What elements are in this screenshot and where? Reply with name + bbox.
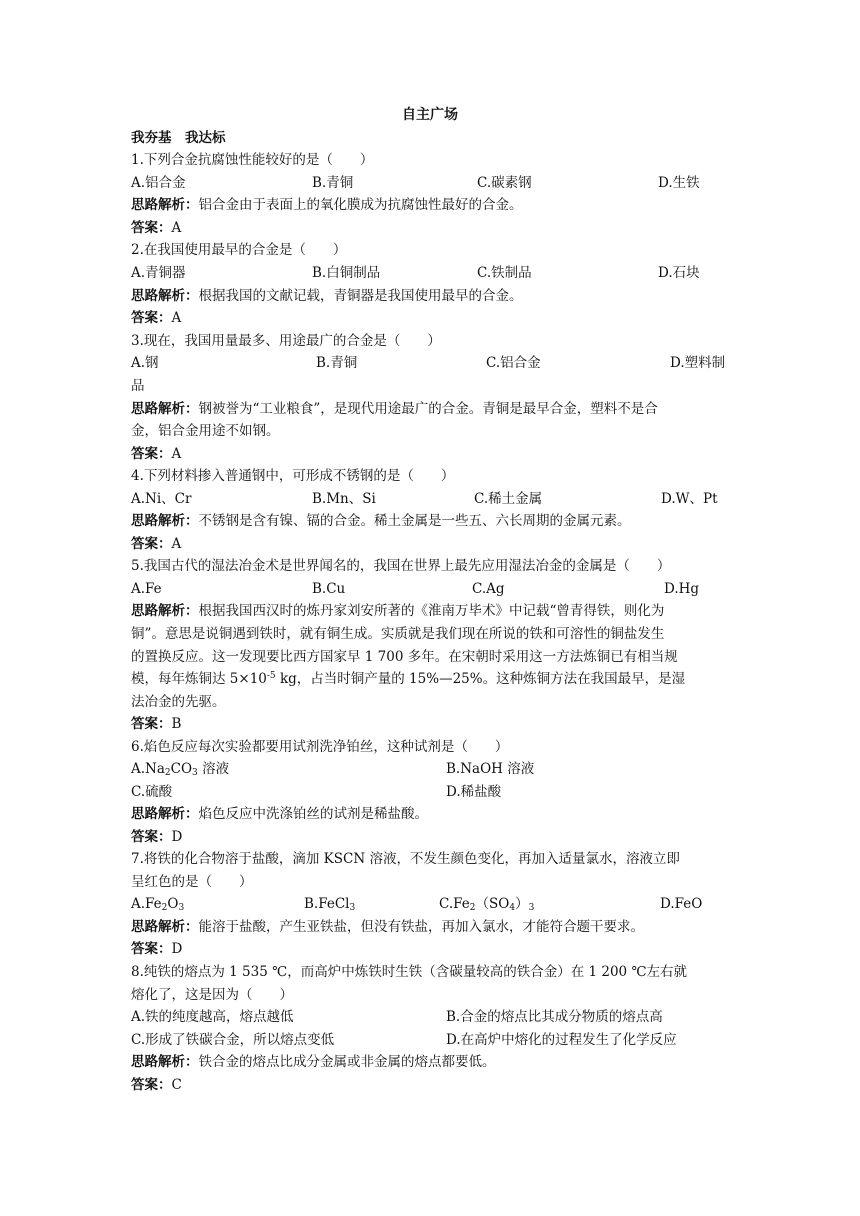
- question-3-option-d-continued: 品: [131, 378, 145, 394]
- question-7-answer: [131, 938, 731, 961]
- question-3-answer: [131, 443, 731, 466]
- option-a: A.Fe: [131, 581, 162, 597]
- answer-label: 答案：: [131, 220, 172, 236]
- option-b: B.白铜制品: [312, 265, 381, 281]
- question-5-analysis: [131, 600, 731, 623]
- analysis-label: 思路解析：: [131, 1054, 199, 1070]
- question-6-analysis: [131, 803, 731, 826]
- answer-label: 答案：: [131, 1077, 172, 1093]
- question-8-stem: 8.纯铁的熔点为 1 535 ℃，而高炉中炼铁时生铁（含碳量较高的铁合金）在 1 200 ℃左右就: [131, 964, 688, 980]
- option-c: C.硫酸: [131, 784, 173, 800]
- section-heading: 我夯基 我达标: [131, 130, 226, 146]
- answer-label: 答案：: [131, 536, 172, 552]
- answer-label: 答案：: [131, 310, 172, 326]
- answer-value: A: [171, 446, 182, 462]
- answer-value: A: [171, 220, 182, 236]
- option-c: C.稀土金属: [474, 491, 543, 507]
- question-1-options: [131, 172, 731, 195]
- question-5-options: [131, 578, 731, 601]
- option-b: B.合金的熔点比其成分物质的熔点高: [446, 1009, 663, 1025]
- question-2-answer: [131, 307, 731, 330]
- question-3-analysis: [131, 398, 731, 421]
- option-d: D.FeO: [660, 896, 703, 912]
- question-5-analysis-cont-1: 铜”。意思是说铜遇到铁时，就有铜生成。实质就是我们现在所说的铁和可溶性的铜盐发生: [131, 626, 665, 642]
- question-8-options-row-1: [131, 1006, 731, 1029]
- analysis-text: 钢被誉为“工业粮食”，是现代用途最广的合金。青铜是最早合金，塑料不是合: [198, 401, 658, 417]
- option-b: B.青铜: [312, 175, 354, 191]
- option-a: A.Ni、Cr: [131, 491, 192, 507]
- question-3-analysis-cont: 金，铝合金用途不如钢。: [131, 423, 280, 439]
- question-8-options-row-2: [131, 1029, 731, 1052]
- option-b: B.Cu: [312, 581, 346, 597]
- question-3-stem: 3.现在，我国用量最多、用途最广的合金是（ ）: [131, 333, 441, 349]
- option-b: B.青铜: [316, 355, 358, 371]
- question-3-options: [131, 352, 731, 375]
- page-title: 自主广场: [402, 107, 458, 123]
- question-8-answer: [131, 1074, 731, 1097]
- answer-value: A: [171, 536, 182, 552]
- option-b: B.Mn、Si: [312, 491, 376, 507]
- analysis-text: 根据我国的文献记载，青铜器是我国使用最早的合金。: [198, 288, 523, 304]
- analysis-label: 思路解析：: [131, 288, 199, 304]
- option-a: $A.Na_2CO_3$ 溶液: [131, 761, 230, 778]
- option-c: C.铝合金: [486, 355, 541, 371]
- analysis-text: 铁合金的熔点比成分金属或非金属的熔点都要低。: [198, 1054, 496, 1070]
- analysis-label: 思路解析：: [131, 401, 199, 417]
- analysis-label: 思路解析：: [131, 919, 199, 935]
- option-a: A.青铜器: [131, 265, 186, 281]
- question-5-analysis-cont-4: 法冶金的先驱。: [131, 694, 226, 710]
- option-c: C.铁制品: [477, 265, 532, 281]
- question-4-options: [131, 488, 731, 511]
- question-8-stem-cont: 熔化了，这是因为（ ）: [131, 987, 293, 1003]
- question-6-stem: 6.焰色反应每次实验都要用试剂洗净铂丝，这种试剂是（ ）: [131, 739, 509, 755]
- analysis-text: 能溶于盐酸，产生亚铁盐，但没有铁盐，再加入氯水，才能符合题干要求。: [198, 919, 644, 935]
- question-4-answer: [131, 533, 731, 556]
- option-b: B.FeCl$_3$: [304, 896, 356, 913]
- analysis-label: 思路解析：: [131, 806, 199, 822]
- question-1-answer: [131, 217, 731, 240]
- option-a: A.铝合金: [131, 175, 186, 191]
- analysis-text: 根据我国西汉时的炼丹家刘安所著的《淮南万毕术》中记载“曾青得铁，则化为: [198, 603, 665, 619]
- question-4-analysis: [131, 510, 731, 533]
- analysis-label: 思路解析：: [131, 197, 199, 213]
- question-1-analysis: [131, 194, 731, 217]
- question-7-stem: 7.将铁的化合物溶于盐酸，滴加 KSCN 溶液，不发生颜色变化，再加入适量氯水，溶液立即: [131, 851, 680, 867]
- question-7-stem-cont: 呈红色的是（ ）: [131, 874, 253, 890]
- option-d: D.生铁: [658, 175, 700, 191]
- analysis-label: 思路解析：: [131, 513, 199, 529]
- question-4-stem: 4.下列材料掺入普通钢中，可形成不锈钢的是（ ）: [131, 468, 455, 484]
- question-2-analysis: [131, 285, 731, 308]
- question-5-analysis-cont-3: 模，每年炼铜达 $5\times 10^{-5}$ kg，占当时铜产量的 15%—25%。这种炼铜方法在我国最早，是湿: [131, 671, 686, 687]
- answer-label: 答案：: [131, 829, 172, 845]
- option-d: D.Hg: [664, 581, 700, 597]
- question-2-options: [131, 262, 731, 285]
- answer-value: A: [171, 310, 182, 326]
- option-c: C.Ag: [472, 581, 505, 597]
- option-c: C.碳素钢: [477, 175, 532, 191]
- question-7-analysis: [131, 916, 731, 939]
- answer-value: D: [171, 941, 183, 957]
- answer-value: B: [171, 716, 182, 732]
- question-6-options-row-2: [131, 781, 731, 804]
- answer-value: C: [171, 1077, 182, 1093]
- answer-label: 答案：: [131, 716, 172, 732]
- question-6-answer: [131, 826, 731, 849]
- option-d: D.在高炉中熔化的过程发生了化学反应: [446, 1032, 677, 1048]
- option-c: $C.Fe_2(SO_4)_3$: [439, 896, 535, 913]
- option-c: C.形成了铁碳合金，所以熔点变低: [131, 1032, 335, 1048]
- analysis-text: 不锈钢是含有镍、镉的合金。稀土金属是一些五、六长周期的金属元素。: [198, 513, 631, 529]
- option-a: A.铁的纯度越高，熔点越低: [131, 1009, 294, 1025]
- option-d: D.塑料制: [670, 355, 726, 371]
- question-5-analysis-cont-2: 的置换反应。这一发现要比西方国家早 1 700 多年。在宋朝时采用这一方法炼铜已有相当规: [131, 649, 678, 665]
- question-5-answer: [131, 713, 731, 736]
- analysis-text: 焰色反应中洗涤铂丝的试剂是稀盐酸。: [198, 806, 428, 822]
- option-d: D.石块: [658, 265, 700, 281]
- analysis-label: 思路解析：: [131, 603, 199, 619]
- question-1-stem: 1.下列合金抗腐蚀性能较好的是（ ）: [131, 152, 374, 168]
- answer-value: D: [171, 829, 183, 845]
- question-5-stem: 5.我国古代的湿法冶金术是世界闻名的，我国在世界上最先应用湿法冶金的金属是（ ）: [131, 558, 671, 574]
- option-b: B.NaOH 溶液: [446, 761, 535, 777]
- question-8-analysis: [131, 1051, 731, 1074]
- option-d: D.W、Pt: [661, 491, 718, 507]
- answer-label: 答案：: [131, 941, 172, 957]
- question-6-options-row-1: [131, 758, 731, 781]
- question-2-stem: 2.在我国使用最早的合金是（ ）: [131, 242, 347, 258]
- answer-label: 答案：: [131, 446, 172, 462]
- analysis-text: 铝合金由于表面上的氧化膜成为抗腐蚀性最好的合金。: [198, 197, 523, 213]
- option-a: $A.Fe_2O_3$: [131, 896, 185, 913]
- option-a: A.钢: [131, 355, 159, 371]
- question-7-options: [131, 893, 731, 916]
- option-d: D.稀盐酸: [446, 784, 502, 800]
